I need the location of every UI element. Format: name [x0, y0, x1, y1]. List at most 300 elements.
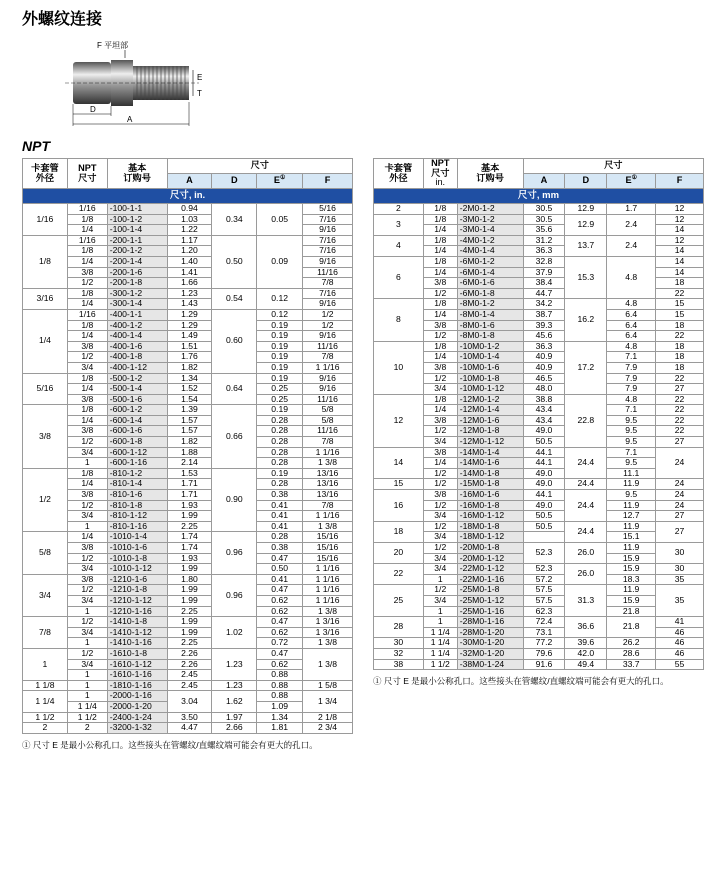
cell-order: -15M0-1-8	[457, 479, 523, 490]
table-row	[374, 617, 704, 628]
cell-npt: 3/8	[423, 415, 457, 426]
col-d-mm: D	[565, 174, 607, 189]
cell-npt: 1/2	[423, 331, 457, 342]
cell-order: -810-1-16	[107, 521, 167, 532]
cell-tube-od: 15	[374, 479, 424, 490]
cell-order: -22M0-1-16	[457, 574, 523, 585]
table-row	[23, 511, 353, 522]
cell-f: 1 3/8	[303, 521, 353, 532]
cell-npt: 3/4	[423, 384, 457, 395]
cell-e: 0.09	[257, 235, 303, 288]
cell-f: 1 3/8	[303, 458, 353, 469]
cell-a: 1.57	[167, 426, 212, 437]
table-row	[23, 617, 353, 628]
cell-order: -8M0-1-6	[457, 320, 523, 331]
diagram-a-label: A	[127, 115, 133, 124]
cell-npt: 1/2	[67, 500, 107, 511]
cell-a: 50.5	[523, 511, 565, 522]
table-row	[374, 543, 704, 554]
cell-a: 2.26	[167, 659, 212, 670]
cell-e: 0.28	[257, 479, 303, 490]
cell-npt: 1/4	[423, 267, 457, 278]
cell-a: 1.99	[167, 627, 212, 638]
cell-npt: 1/2	[423, 521, 457, 532]
cell-d: 1.62	[212, 691, 257, 712]
cell-e: 6.4	[607, 320, 656, 331]
cell-e: 0.19	[257, 373, 303, 384]
cell-order: -400-1-6	[107, 341, 167, 352]
table-row	[23, 437, 353, 448]
table-row	[374, 648, 704, 659]
cell-a: 1.93	[167, 500, 212, 511]
cell-e: 4.8	[607, 299, 656, 310]
cell-f: 46	[656, 638, 704, 649]
cell-f: 2 3/4	[303, 723, 353, 734]
cell-npt: 1/16	[67, 309, 107, 320]
cell-npt: 1/2	[423, 426, 457, 437]
cell-order: -6M0-1-6	[457, 278, 523, 289]
cell-npt: 1	[67, 606, 107, 617]
cell-order: -18M0-1-8	[457, 521, 523, 532]
cell-npt: 1/4	[67, 415, 107, 426]
cell-e: 11.1	[607, 468, 656, 479]
cell-f: 1 3/16	[303, 617, 353, 628]
cell-npt: 1/16	[67, 204, 107, 215]
cell-order: -600-1-16	[107, 458, 167, 469]
cell-d: 39.6	[565, 638, 607, 649]
cell-a: 38.8	[523, 394, 565, 405]
cell-npt: 3/4	[67, 627, 107, 638]
cell-a: 1.40	[167, 256, 212, 267]
table-row	[374, 341, 704, 352]
table-row	[374, 235, 704, 246]
cell-npt: 3/4	[423, 564, 457, 575]
cell-npt: 1/2	[423, 373, 457, 384]
cell-f: 7/16	[303, 288, 353, 299]
cell-tube-od: 14	[374, 447, 424, 479]
cell-e: 1.7	[607, 204, 656, 215]
cell-tube-od: 18	[374, 521, 424, 542]
cell-npt: 1/2	[67, 278, 107, 289]
cell-a: 2.14	[167, 458, 212, 469]
table-row	[23, 532, 353, 543]
col-dims: 尺寸	[167, 159, 352, 174]
cell-e: 11.9	[607, 521, 656, 532]
cell-e: 2.4	[607, 214, 656, 235]
unit-bar	[374, 189, 704, 204]
cell-order: -600-1-12	[107, 447, 167, 458]
cell-tube-od: 3	[374, 214, 424, 235]
table-row	[23, 500, 353, 511]
cell-d: 1.02	[212, 617, 257, 649]
table-row	[23, 373, 353, 384]
cell-f: 30	[656, 543, 704, 564]
cell-tube-od: 1/8	[23, 235, 68, 288]
table-row	[374, 490, 704, 501]
cell-npt: 1/8	[67, 246, 107, 257]
cell-npt: 1/2	[67, 352, 107, 363]
cell-d: 0.64	[212, 373, 257, 405]
table-row	[23, 362, 353, 373]
cell-f: 24	[656, 447, 704, 479]
fitting-diagram	[65, 40, 225, 132]
cell-e: 0.47	[257, 585, 303, 596]
cell-e: 7.9	[607, 362, 656, 373]
cell-a: 36.3	[523, 341, 565, 352]
cell-npt: 3/8	[67, 543, 107, 554]
cell-e: 0.19	[257, 320, 303, 331]
table-row	[23, 214, 353, 225]
table-row	[374, 415, 704, 426]
cell-e: 0.25	[257, 394, 303, 405]
cell-a: 91.6	[523, 659, 565, 670]
cell-d: 0.54	[212, 288, 257, 309]
cell-e: 9.5	[607, 426, 656, 437]
cell-tube-od: 16	[374, 490, 424, 522]
cell-order: -810-1-6	[107, 490, 167, 501]
cell-npt: 1/8	[67, 288, 107, 299]
cell-a: 44.1	[523, 458, 565, 469]
cell-order: -200-1-4	[107, 256, 167, 267]
unit-label: 尺寸, mm	[374, 189, 704, 204]
cell-f: 13/16	[303, 490, 353, 501]
cell-e: 0.41	[257, 500, 303, 511]
cell-e: 1.34	[257, 712, 303, 723]
cell-e: 21.8	[607, 617, 656, 638]
cell-a: 31.2	[523, 235, 565, 246]
cell-order: -32M0-1-20	[457, 648, 523, 659]
table-row	[23, 309, 353, 320]
inch-table	[22, 158, 353, 734]
cell-npt: 1/2	[423, 585, 457, 596]
cell-npt: 1	[67, 638, 107, 649]
table-row	[23, 723, 353, 734]
cell-f: 1 1/16	[303, 564, 353, 575]
cell-npt: 1/4	[67, 299, 107, 310]
cell-e: 0.19	[257, 341, 303, 352]
cell-a: 57.5	[523, 595, 565, 606]
table-row	[374, 373, 704, 384]
cell-tube-od: 1 1/8	[23, 680, 68, 691]
cell-order: -600-1-4	[107, 415, 167, 426]
cell-e: 15.9	[607, 564, 656, 575]
cell-e: 0.19	[257, 352, 303, 363]
cell-d: 0.50	[212, 235, 257, 288]
cell-order: -2400-1-24	[107, 712, 167, 723]
cell-npt: 1/2	[423, 543, 457, 554]
col-dims-mm: 尺寸	[523, 159, 703, 174]
cell-f: 46	[656, 627, 704, 638]
cell-a: 1.99	[167, 595, 212, 606]
table-row	[374, 384, 704, 395]
cell-a: 57.2	[523, 574, 565, 585]
table-row	[374, 331, 704, 342]
page-title: 外螺纹连接	[22, 11, 103, 28]
cell-e: 0.50	[257, 564, 303, 575]
table-row	[374, 362, 704, 373]
cell-order: -200-1-6	[107, 267, 167, 278]
cell-e: 0.05	[257, 204, 303, 236]
cell-npt: 1	[423, 574, 457, 585]
cell-a: 1.49	[167, 331, 212, 342]
table-row	[23, 606, 353, 617]
cell-order: -18M0-1-12	[457, 532, 523, 543]
table-row	[23, 638, 353, 649]
cell-f: 7/8	[303, 437, 353, 448]
cell-npt: 1/4	[67, 532, 107, 543]
cell-f: 46	[656, 648, 704, 659]
cell-npt: 3/4	[423, 532, 457, 543]
table-row	[23, 479, 353, 490]
cell-e: 26.2	[607, 638, 656, 649]
table-row	[23, 278, 353, 289]
cell-a: 40.9	[523, 352, 565, 363]
cell-d: 12.9	[565, 214, 607, 235]
cell-a: 1.71	[167, 479, 212, 490]
table-row	[374, 479, 704, 490]
cell-e: 21.8	[607, 606, 656, 617]
cell-npt: 3/4	[423, 511, 457, 522]
cell-order: -12M0-1-4	[457, 405, 523, 416]
cell-f: 12	[656, 235, 704, 246]
cell-e: 12.7	[607, 511, 656, 522]
cell-order: -1410-1-16	[107, 638, 167, 649]
cell-order: -1810-1-16	[107, 680, 167, 691]
cell-order: -400-1-4	[107, 331, 167, 342]
cell-order: -10M0-1-4	[457, 352, 523, 363]
cell-f: 22	[656, 331, 704, 342]
cell-order: -10M0-1-8	[457, 373, 523, 384]
cell-tube-od: 8	[374, 299, 424, 341]
cell-npt: 3/8	[423, 278, 457, 289]
cell-d: 1.23	[212, 680, 257, 691]
cell-order: -12M0-1-6	[457, 415, 523, 426]
cell-npt: 2	[67, 723, 107, 734]
unit-bar	[23, 189, 353, 204]
footnote-mm: ① 尺寸 E 是最小公称孔口。这些接头在管螺纹/直螺纹端可能会有更大的孔口。	[373, 676, 669, 686]
cell-npt: 3/4	[67, 362, 107, 373]
table-row	[374, 595, 704, 606]
cell-d: 0.96	[212, 574, 257, 616]
cell-a: 49.0	[523, 468, 565, 479]
cell-tube-od: 22	[374, 564, 424, 585]
cell-npt: 1/4	[423, 225, 457, 236]
cell-order: -20M0-1-12	[457, 553, 523, 564]
cell-order: -4M0-1-4	[457, 246, 523, 257]
cell-npt: 1	[423, 617, 457, 628]
cell-order: -1010-1-12	[107, 564, 167, 575]
cell-order: -10M0-1-2	[457, 341, 523, 352]
table-row	[23, 341, 353, 352]
cell-e: 9.5	[607, 458, 656, 469]
table-row	[23, 648, 353, 659]
cell-a: 77.2	[523, 638, 565, 649]
table-row	[23, 712, 353, 723]
cell-order: -1210-1-6	[107, 574, 167, 585]
cell-e: 0.28	[257, 415, 303, 426]
col-d: D	[212, 174, 257, 189]
cell-e: 0.12	[257, 309, 303, 320]
cell-order: -12M0-1-2	[457, 394, 523, 405]
cell-f: 15/16	[303, 532, 353, 543]
cell-order: -2M0-1-2	[457, 204, 523, 215]
section-title: NPT	[22, 138, 50, 154]
cell-f: 22	[656, 288, 704, 299]
cell-e: 28.6	[607, 648, 656, 659]
table-row	[23, 394, 353, 405]
cell-order: -14M0-1-4	[457, 447, 523, 458]
cell-npt: 1/8	[67, 320, 107, 331]
cell-tube-od: 3/8	[23, 405, 68, 469]
cell-f: 14	[656, 256, 704, 267]
cell-a: 2.45	[167, 670, 212, 681]
cell-f: 30	[656, 564, 704, 575]
table-row	[23, 447, 353, 458]
cell-npt: 3/4	[67, 511, 107, 522]
cell-a: 1.76	[167, 352, 212, 363]
cell-tube-od: 20	[374, 543, 424, 564]
cell-e: 0.41	[257, 521, 303, 532]
cell-f: 12	[656, 214, 704, 225]
cell-order: -810-1-4	[107, 479, 167, 490]
cell-order: -6M0-1-2	[457, 256, 523, 267]
table-row	[374, 564, 704, 575]
cell-order: -6M0-1-4	[457, 267, 523, 278]
table-row	[374, 574, 704, 585]
cell-npt: 3/8	[67, 341, 107, 352]
cell-f: 18	[656, 278, 704, 289]
table-row	[23, 384, 353, 395]
cell-tube-od: 1/4	[23, 309, 68, 373]
cell-f: 15	[656, 309, 704, 320]
cell-tube-od: 5/16	[23, 373, 68, 405]
diagram-t-label: T	[197, 89, 202, 98]
cell-e: 9.5	[607, 415, 656, 426]
cell-d: 24.4	[565, 479, 607, 490]
cell-e: 0.62	[257, 606, 303, 617]
cell-order: -100-1-4	[107, 225, 167, 236]
col-tube-od: 卡套管 外径	[23, 159, 68, 189]
cell-npt: 1/8	[67, 468, 107, 479]
cell-f: 12	[656, 204, 704, 215]
cell-a: 1.20	[167, 246, 212, 257]
cell-a: 73.1	[523, 627, 565, 638]
cell-f: 27	[656, 437, 704, 448]
cell-f: 11/16	[303, 394, 353, 405]
cell-tube-od: 10	[374, 341, 424, 394]
cell-npt: 1	[423, 606, 457, 617]
table-row	[374, 214, 704, 225]
cell-npt: 3/8	[423, 447, 457, 458]
col-tube-od-mm: 卡套管 外径	[374, 159, 424, 189]
cell-tube-od: 38	[374, 659, 424, 670]
cell-e: 11.9	[607, 585, 656, 596]
cell-f: 24	[656, 490, 704, 501]
cell-a: 4.47	[167, 723, 212, 734]
cell-f: 18	[656, 352, 704, 363]
cell-e: 4.8	[607, 256, 656, 298]
cell-a: 46.5	[523, 373, 565, 384]
cell-d: 16.2	[565, 299, 607, 341]
cell-npt: 1/8	[67, 373, 107, 384]
cell-d: 0.96	[212, 532, 257, 574]
cell-npt: 1 1/2	[67, 712, 107, 723]
table-row	[23, 225, 353, 236]
cell-npt: 1	[67, 691, 107, 702]
cell-a: 1.99	[167, 511, 212, 522]
cell-f: 41	[656, 617, 704, 628]
cell-order: -8M0-1-4	[457, 309, 523, 320]
cell-e: 0.28	[257, 437, 303, 448]
cell-a: 62.3	[523, 606, 565, 617]
table-row	[374, 204, 704, 215]
table-row	[374, 352, 704, 363]
cell-a: 39.3	[523, 320, 565, 331]
cell-f: 14	[656, 225, 704, 236]
cell-a: 1.22	[167, 225, 212, 236]
cell-e: 0.28	[257, 532, 303, 543]
cell-e: 0.62	[257, 595, 303, 606]
cell-f: 35	[656, 574, 704, 585]
cell-npt: 1	[67, 521, 107, 532]
cell-tube-od: 3/4	[23, 574, 68, 616]
cell-f: 1 3/8	[303, 648, 353, 680]
table-row	[374, 532, 704, 543]
cell-e: 0.38	[257, 490, 303, 501]
table-row	[23, 468, 353, 479]
cell-order: -1210-1-8	[107, 585, 167, 596]
cell-a: 1.52	[167, 384, 212, 395]
mm-table	[373, 158, 704, 670]
col-a: A	[167, 174, 212, 189]
cell-f: 7/8	[303, 500, 353, 511]
table-row	[374, 500, 704, 511]
cell-npt: 1/2	[423, 479, 457, 490]
cell-order: -28M0-1-20	[457, 627, 523, 638]
cell-npt: 1 1/4	[423, 638, 457, 649]
cell-e: 11.9	[607, 500, 656, 511]
cell-e: 0.88	[257, 670, 303, 681]
cell-tube-od: 32	[374, 648, 424, 659]
cell-e: 7.1	[607, 447, 656, 458]
cell-e: 0.41	[257, 574, 303, 585]
table-row	[374, 394, 704, 405]
cell-f: 9/16	[303, 256, 353, 267]
cell-f: 27	[656, 521, 704, 542]
cell-npt: 1/2	[67, 585, 107, 596]
cell-e: 0.47	[257, 648, 303, 659]
cell-f: 55	[656, 659, 704, 670]
cell-npt: 3/4	[423, 553, 457, 564]
cell-a: 49.0	[523, 500, 565, 511]
cell-tube-od: 6	[374, 256, 424, 298]
cell-npt: 1 1/4	[67, 701, 107, 712]
cell-f: 7/16	[303, 246, 353, 257]
table-row	[23, 490, 353, 501]
cell-a: 3.50	[167, 712, 212, 723]
cell-order: -14M0-1-6	[457, 458, 523, 469]
cell-a: 44.1	[523, 447, 565, 458]
cell-f: 11/16	[303, 267, 353, 278]
table-row	[23, 256, 353, 267]
cell-tube-od: 2	[23, 723, 68, 734]
cell-f: 1/2	[303, 309, 353, 320]
cell-npt: 1/2	[67, 648, 107, 659]
cell-order: -400-1-8	[107, 352, 167, 363]
cell-e: 0.28	[257, 458, 303, 469]
cell-order: -100-1-2	[107, 214, 167, 225]
cell-a: 1.82	[167, 362, 212, 373]
